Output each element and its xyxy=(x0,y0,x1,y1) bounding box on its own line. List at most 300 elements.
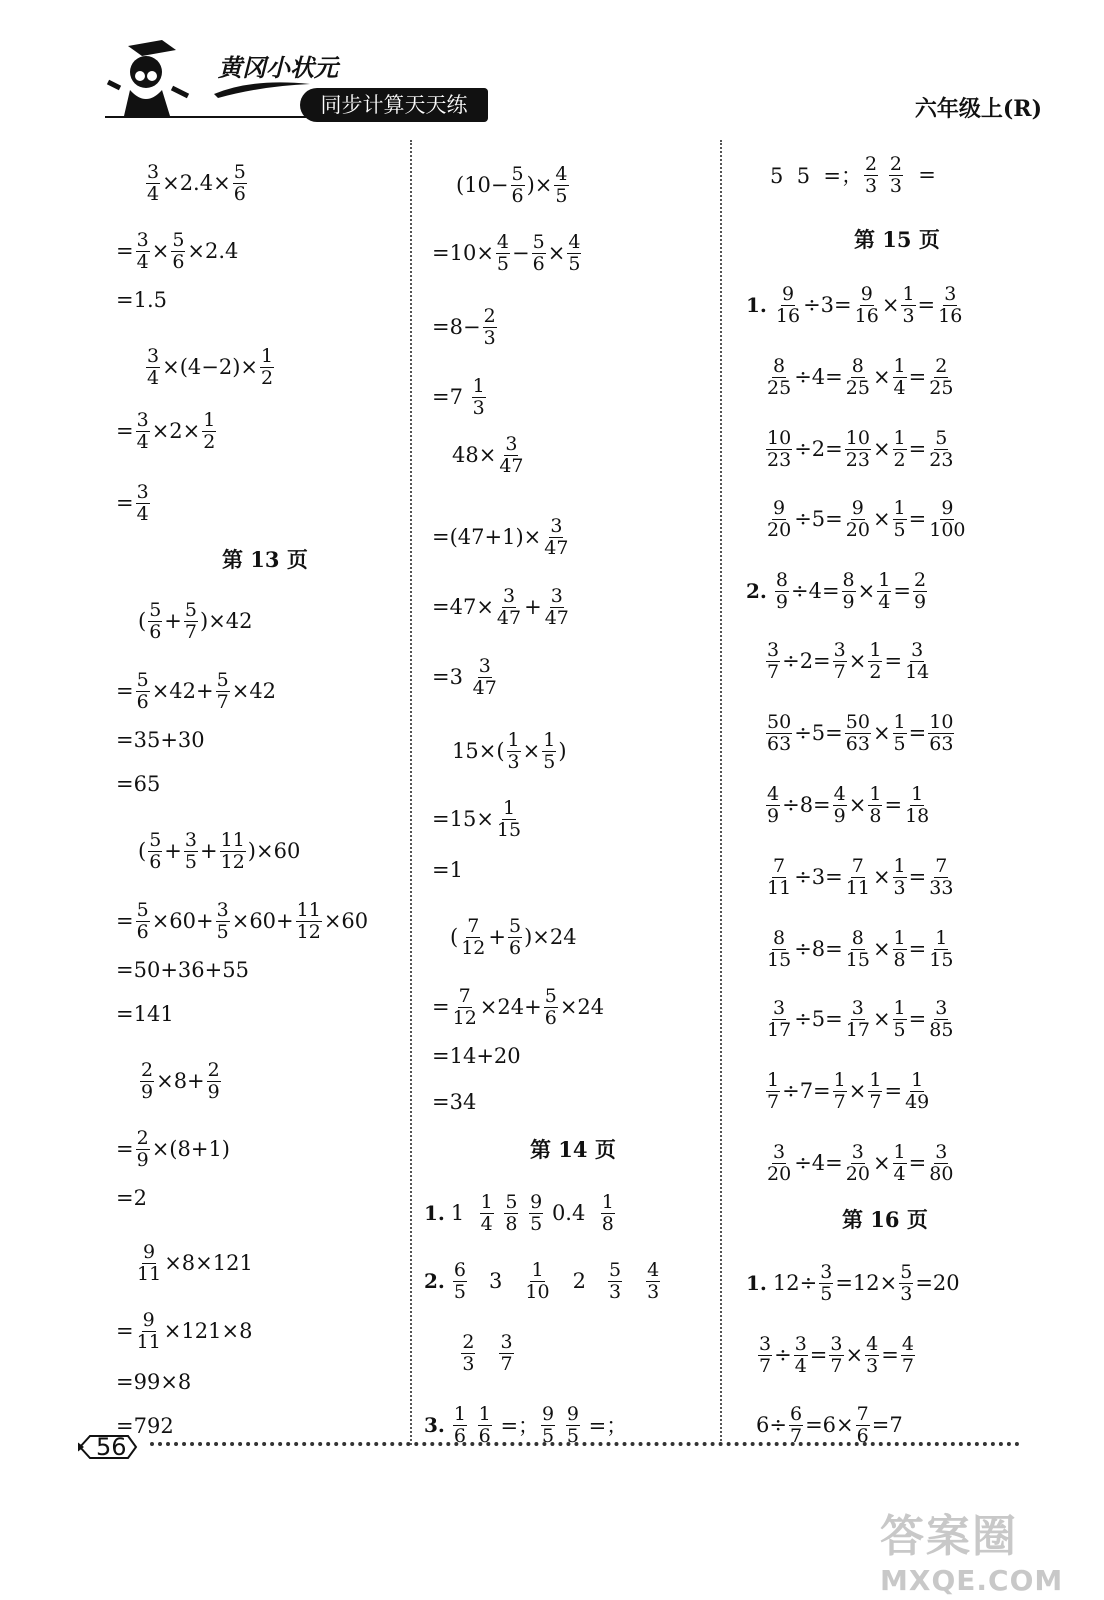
fraction-numerator: 2 xyxy=(935,355,948,377)
fraction-denominator: 9 xyxy=(136,1148,149,1171)
fraction xyxy=(498,434,524,476)
expression-text: ×60+ xyxy=(231,909,294,934)
fraction-denominator: 5 xyxy=(530,1212,543,1235)
fraction xyxy=(845,712,871,754)
expression-text: =34 xyxy=(432,1090,477,1114)
fraction-denominator: 17 xyxy=(767,1018,792,1041)
fraction-numerator: 5 xyxy=(505,1191,518,1213)
fraction xyxy=(833,640,847,682)
fraction-denominator: 7 xyxy=(767,660,780,683)
expression-text: × xyxy=(872,507,891,532)
fraction-numerator: 5 xyxy=(233,161,246,183)
fraction-numerator: 1 xyxy=(902,283,915,305)
expression-text: =(47+1)× xyxy=(432,525,542,550)
fraction-numerator: 1 xyxy=(893,997,906,1019)
expression-text: ÷4= xyxy=(794,1151,843,1176)
fraction-denominator: 8 xyxy=(893,948,906,971)
fraction-denominator: 20 xyxy=(845,518,870,541)
fraction-denominator: 16 xyxy=(775,304,801,327)
expression-text: ÷4= xyxy=(790,579,840,604)
expression-text: = xyxy=(116,491,134,516)
page-section-heading: 第 14 页 xyxy=(530,1137,616,1162)
fraction xyxy=(766,998,792,1040)
fraction xyxy=(845,856,871,898)
answer-line xyxy=(116,288,167,312)
fraction xyxy=(893,1142,907,1184)
fraction xyxy=(507,730,521,772)
fraction-numerator: 3 xyxy=(935,997,948,1019)
fraction xyxy=(766,1070,780,1112)
expression-text: = xyxy=(908,437,927,462)
expression-text: 12÷ xyxy=(772,1271,818,1296)
fraction xyxy=(544,586,570,628)
fraction-numerator: 1 xyxy=(935,927,948,949)
fraction xyxy=(845,1142,871,1184)
fraction xyxy=(207,1060,221,1102)
expression-text: =15× xyxy=(432,807,494,832)
fraction-denominator: 8 xyxy=(601,1212,614,1235)
fraction-numerator: 4 xyxy=(647,1259,660,1281)
fraction-denominator: 11 xyxy=(136,1330,161,1353)
answer-line xyxy=(432,656,500,698)
fraction-denominator: 6 xyxy=(544,1006,557,1029)
expression-text: =7 xyxy=(871,1413,903,1438)
fraction xyxy=(845,998,871,1040)
fraction xyxy=(171,230,185,272)
fraction-denominator: 7 xyxy=(830,1354,843,1377)
expression-text xyxy=(469,1413,476,1437)
fraction-denominator: 63 xyxy=(929,732,954,755)
expression-text: =12× xyxy=(835,1271,898,1296)
fraction xyxy=(216,900,230,942)
fraction xyxy=(845,356,871,398)
fraction xyxy=(532,232,546,274)
fraction-denominator: 3 xyxy=(609,1280,622,1303)
expression-text: = xyxy=(908,865,927,890)
fraction-denominator: 23 xyxy=(767,448,792,471)
expression-text: = xyxy=(908,365,927,390)
expression-text: × xyxy=(522,739,541,764)
fraction-numerator: 3 xyxy=(830,1333,843,1355)
fraction-numerator: 9 xyxy=(781,283,795,305)
fraction-denominator: 5 xyxy=(893,732,906,755)
answer-line xyxy=(764,856,956,898)
answer-line xyxy=(432,516,571,558)
fraction-numerator: 5 xyxy=(172,229,185,251)
grade-label: 六年级上(R) xyxy=(914,96,1042,122)
expression-text: ÷8= xyxy=(782,793,831,818)
fraction xyxy=(499,1332,513,1374)
fraction-numerator: 4 xyxy=(833,783,846,805)
fraction-denominator: 3 xyxy=(507,750,520,773)
answer-line xyxy=(134,1242,253,1284)
fraction xyxy=(833,784,847,826)
fraction-denominator: 2 xyxy=(869,660,882,683)
answer-line xyxy=(746,284,965,326)
watermark-url: MXQE.COM xyxy=(880,1564,1064,1597)
brush-swoosh-icon xyxy=(212,76,312,100)
fraction-denominator: 3 xyxy=(893,876,906,899)
fraction-denominator: 15 xyxy=(929,948,954,971)
expression-text: = xyxy=(116,239,134,264)
fraction-denominator: 6 xyxy=(149,620,162,643)
fraction-numerator: 1 xyxy=(893,927,906,949)
answer-line xyxy=(432,586,572,628)
fraction-numerator: 5 xyxy=(511,163,524,185)
expression-text: =20 xyxy=(915,1271,960,1296)
answer-line xyxy=(764,712,956,754)
fraction xyxy=(480,1192,494,1234)
expression-text xyxy=(477,1341,497,1365)
fraction xyxy=(928,498,966,540)
expression-text: = xyxy=(809,1343,828,1368)
expression-text: (10− xyxy=(456,173,509,198)
fraction-denominator: 23 xyxy=(845,448,870,471)
fraction xyxy=(544,986,558,1028)
fraction-denominator: 10 xyxy=(525,1280,550,1303)
fraction-denominator: 5 xyxy=(568,252,581,275)
fraction-denominator: 4 xyxy=(878,590,891,613)
answer-line xyxy=(138,1060,223,1102)
answer-line xyxy=(116,900,368,942)
fraction-numerator: 4 xyxy=(866,1333,879,1355)
expression-text: × xyxy=(848,793,867,818)
fraction-numerator: 9 xyxy=(941,497,954,519)
fraction-denominator: 25 xyxy=(845,376,870,399)
expression-text: 2 xyxy=(552,1269,607,1294)
fraction-numerator: 3 xyxy=(851,997,864,1019)
fraction-numerator: 50 xyxy=(767,711,792,733)
fraction-denominator: 18 xyxy=(905,804,930,827)
fraction-denominator: 2 xyxy=(893,448,906,471)
fraction-numerator: 1 xyxy=(893,497,906,519)
answer-line xyxy=(446,1332,516,1374)
fraction xyxy=(260,346,274,388)
fraction xyxy=(146,346,160,388)
footer-dotted-rule xyxy=(150,1442,1020,1446)
fraction xyxy=(845,498,871,540)
fraction xyxy=(842,570,856,612)
answer-line xyxy=(764,428,956,470)
expression-text: )×42 xyxy=(200,609,253,634)
fraction-denominator: 15 xyxy=(845,948,870,971)
fraction-numerator: 8 xyxy=(773,355,786,377)
answer-line xyxy=(116,728,205,752)
fraction-denominator: 9 xyxy=(775,590,788,613)
answer-line xyxy=(116,230,238,272)
fraction xyxy=(543,516,569,558)
fraction-denominator: 12 xyxy=(296,920,321,943)
fraction-numerator: 1 xyxy=(203,409,216,431)
fraction-denominator: 15 xyxy=(496,818,522,841)
fraction xyxy=(136,482,150,524)
question-number: 2. xyxy=(746,579,767,604)
expression-text: + xyxy=(524,595,542,620)
fraction xyxy=(453,1260,467,1302)
fraction-denominator: 80 xyxy=(929,1162,954,1185)
answer-line xyxy=(770,154,936,196)
fraction-numerator: 3 xyxy=(500,1331,513,1353)
fraction-numerator: 10 xyxy=(767,427,792,449)
fraction-denominator: 5 xyxy=(893,518,906,541)
fraction-numerator: 4 xyxy=(901,1333,914,1355)
fraction xyxy=(893,998,907,1040)
answer-line xyxy=(432,1090,476,1114)
expression-text: × xyxy=(848,1079,867,1104)
fraction xyxy=(758,1334,772,1376)
answer-line xyxy=(842,1204,928,1234)
fraction xyxy=(453,1404,467,1446)
fraction-numerator: 2 xyxy=(207,1059,220,1081)
question-number: 2. xyxy=(424,1269,445,1294)
fraction xyxy=(928,856,954,898)
fraction xyxy=(854,284,880,326)
fraction-numerator: 9 xyxy=(542,1403,555,1425)
fraction xyxy=(766,640,780,682)
fraction xyxy=(893,856,907,898)
expression-text: ( xyxy=(138,839,147,864)
fraction xyxy=(136,900,150,942)
expression-text: ×(4−2)× xyxy=(162,355,258,380)
expression-text: ×(8+1) xyxy=(151,1137,231,1162)
fraction xyxy=(913,570,927,612)
fraction xyxy=(889,154,903,196)
answer-line xyxy=(222,544,308,574)
expression-text: × xyxy=(872,721,891,746)
fraction-numerator: 4 xyxy=(496,231,510,253)
fraction xyxy=(928,356,954,398)
series-label: 同步计算天天练 xyxy=(300,88,488,122)
fraction xyxy=(524,1260,550,1302)
fraction xyxy=(216,670,230,712)
expression-text: × xyxy=(872,865,891,890)
fraction xyxy=(864,154,878,196)
fraction-denominator: 9 xyxy=(842,590,855,613)
fraction xyxy=(868,1070,882,1112)
fraction-numerator: 11 xyxy=(220,829,245,851)
fraction-numerator: 9 xyxy=(860,283,873,305)
fraction-numerator: 5 xyxy=(609,1259,622,1281)
fraction-numerator: 1 xyxy=(531,1259,544,1281)
fraction-denominator: 3 xyxy=(647,1280,660,1303)
answer-line xyxy=(116,482,152,524)
fraction-numerator: 3 xyxy=(833,639,846,661)
fraction-denominator: 85 xyxy=(929,1018,954,1041)
fraction xyxy=(766,856,792,898)
fraction-denominator: 20 xyxy=(767,518,792,541)
question-number: 3. xyxy=(424,1413,445,1438)
fraction-denominator: 5 xyxy=(555,184,568,207)
fraction-numerator: 7 xyxy=(856,1403,869,1425)
expression-text: = xyxy=(432,995,450,1020)
fraction-numerator: 1 xyxy=(480,1191,493,1213)
expression-text: × xyxy=(881,293,900,318)
fraction-denominator: 15 xyxy=(767,948,792,971)
expression-text xyxy=(520,1201,527,1225)
fraction-denominator: 6 xyxy=(511,184,524,207)
expression-text: ÷2= xyxy=(782,649,831,674)
expression-text: ÷4= xyxy=(794,365,843,390)
fraction-denominator: 4 xyxy=(136,502,149,525)
fraction xyxy=(233,162,247,204)
fraction xyxy=(868,784,882,826)
fraction-denominator: 7 xyxy=(901,1354,914,1377)
fraction-numerator: 5 xyxy=(184,599,197,621)
fraction-denominator: 17 xyxy=(845,1018,870,1041)
fraction-denominator: 6 xyxy=(532,252,545,275)
expression-text: = xyxy=(904,163,936,188)
fraction xyxy=(146,162,160,204)
fraction-denominator: 16 xyxy=(854,304,879,327)
fraction-numerator: 8 xyxy=(773,927,786,949)
fraction-numerator: 3 xyxy=(502,585,516,607)
fraction-numerator: 4 xyxy=(767,783,780,805)
fraction-numerator: 1 xyxy=(261,345,274,367)
answer-line xyxy=(764,784,932,826)
answer-line xyxy=(116,1002,174,1026)
fraction-denominator: 33 xyxy=(929,876,954,899)
fraction-denominator: 7 xyxy=(759,1354,772,1377)
fraction-numerator: 5 xyxy=(149,829,162,851)
fraction-numerator: 3 xyxy=(794,1333,807,1355)
fraction-numerator: 9 xyxy=(530,1191,543,1213)
fraction-denominator: 5 xyxy=(216,920,229,943)
fraction-numerator: 2 xyxy=(913,569,927,591)
answer-line xyxy=(746,1262,960,1304)
expression-text: ÷3= xyxy=(803,293,852,318)
expression-text: =； xyxy=(581,1414,628,1439)
fraction xyxy=(646,1260,660,1302)
fraction-denominator: 4 xyxy=(136,430,149,453)
expression-text: =14+20 xyxy=(432,1044,521,1068)
fraction-numerator: 3 xyxy=(136,229,149,251)
fraction-numerator: 3 xyxy=(911,639,924,661)
answer-line xyxy=(452,730,567,772)
fraction xyxy=(766,1142,792,1184)
watermark-text: 答案圈 xyxy=(880,1511,1018,1562)
answer-line xyxy=(756,1404,903,1446)
answer-line xyxy=(746,570,929,612)
fraction xyxy=(833,1070,847,1112)
fraction-denominator: 7 xyxy=(767,1090,780,1113)
fraction-numerator: 2 xyxy=(483,305,496,327)
fraction xyxy=(296,900,322,942)
column-divider xyxy=(410,140,412,1445)
answer-line xyxy=(116,1186,147,1210)
fraction xyxy=(148,830,162,872)
fraction xyxy=(148,600,162,642)
fraction-denominator: 3 xyxy=(483,326,496,349)
fraction xyxy=(136,1310,162,1352)
expression-text: ×42+ xyxy=(151,679,214,704)
answer-line xyxy=(138,600,253,642)
question-number: 1. xyxy=(746,1271,767,1296)
fraction-numerator: 3 xyxy=(767,639,780,661)
fraction xyxy=(937,284,963,326)
expression-text: =792 xyxy=(116,1414,174,1438)
expression-text: × xyxy=(872,1007,891,1032)
expression-text: = xyxy=(917,293,936,318)
fraction-numerator: 1 xyxy=(893,427,906,449)
fraction-denominator: 47 xyxy=(496,606,522,629)
fraction-denominator: 4 xyxy=(480,1212,493,1235)
fraction-denominator: 25 xyxy=(767,376,792,399)
fraction-numerator: 5 xyxy=(544,985,557,1007)
fraction-denominator: 3 xyxy=(900,1282,913,1305)
fraction xyxy=(508,916,522,958)
expression-text: × xyxy=(547,241,566,266)
expression-text: + xyxy=(200,839,218,864)
fraction-numerator: 5 xyxy=(136,899,149,921)
fraction-numerator: 3 xyxy=(550,585,563,607)
fraction xyxy=(829,1334,843,1376)
fraction xyxy=(529,1192,543,1234)
expression-text: 15×( xyxy=(452,739,505,764)
fraction xyxy=(504,1192,518,1234)
fraction-denominator: 6 xyxy=(856,1424,869,1447)
fraction-denominator: 4 xyxy=(893,376,906,399)
expression-text: =99×8 xyxy=(116,1370,192,1394)
fraction xyxy=(136,670,150,712)
fraction-numerator: 5 xyxy=(509,915,522,937)
fraction xyxy=(601,1192,615,1234)
expression-text xyxy=(496,1201,503,1225)
fraction xyxy=(541,1404,555,1446)
answer-line xyxy=(764,998,956,1040)
fraction-denominator: 4 xyxy=(794,1354,807,1377)
fraction xyxy=(845,428,871,470)
fraction-numerator: 3 xyxy=(820,1261,833,1283)
fraction-numerator: 9 xyxy=(142,1309,155,1331)
fraction-denominator: 7 xyxy=(184,620,197,643)
fraction-denominator: 3 xyxy=(865,174,878,197)
fraction xyxy=(478,1404,492,1446)
expression-text: ÷2= xyxy=(794,437,843,462)
fraction-numerator: 1 xyxy=(767,1069,780,1091)
fraction-numerator: 3 xyxy=(478,655,491,677)
expression-text: =2 xyxy=(116,1186,147,1210)
fraction-denominator: 5 xyxy=(893,1018,906,1041)
fraction-denominator: 7 xyxy=(500,1352,513,1375)
fraction xyxy=(202,410,216,452)
student-mascot-icon xyxy=(100,38,220,120)
header-rule xyxy=(105,116,485,118)
fraction-denominator: 6 xyxy=(478,1424,491,1447)
fraction xyxy=(554,164,568,206)
fraction xyxy=(904,640,930,682)
fraction-denominator: 20 xyxy=(845,1162,870,1185)
answer-line xyxy=(456,164,571,206)
expression-text: × xyxy=(845,1343,864,1368)
fraction-numerator: 8 xyxy=(851,355,864,377)
fraction-numerator: 3 xyxy=(147,345,160,367)
fraction-denominator: 9 xyxy=(913,590,927,613)
fraction-numerator: 1 xyxy=(478,1403,491,1425)
expression-text: ×2.4 xyxy=(187,239,239,264)
expression-text: ÷3= xyxy=(794,865,843,890)
fraction-numerator: 1 xyxy=(893,855,906,877)
fraction-numerator: 8 xyxy=(775,569,788,591)
expression-text: =141 xyxy=(116,1002,174,1026)
fraction-denominator: 11 xyxy=(845,876,870,899)
expression-text: = xyxy=(881,1343,899,1368)
fraction-numerator: 2 xyxy=(462,1331,475,1353)
expression-text: )×60 xyxy=(247,839,301,864)
expression-text: =7 xyxy=(432,385,470,410)
expression-text: ( xyxy=(450,925,459,950)
answer-line xyxy=(764,356,956,398)
fraction-denominator: 3 xyxy=(889,174,902,197)
